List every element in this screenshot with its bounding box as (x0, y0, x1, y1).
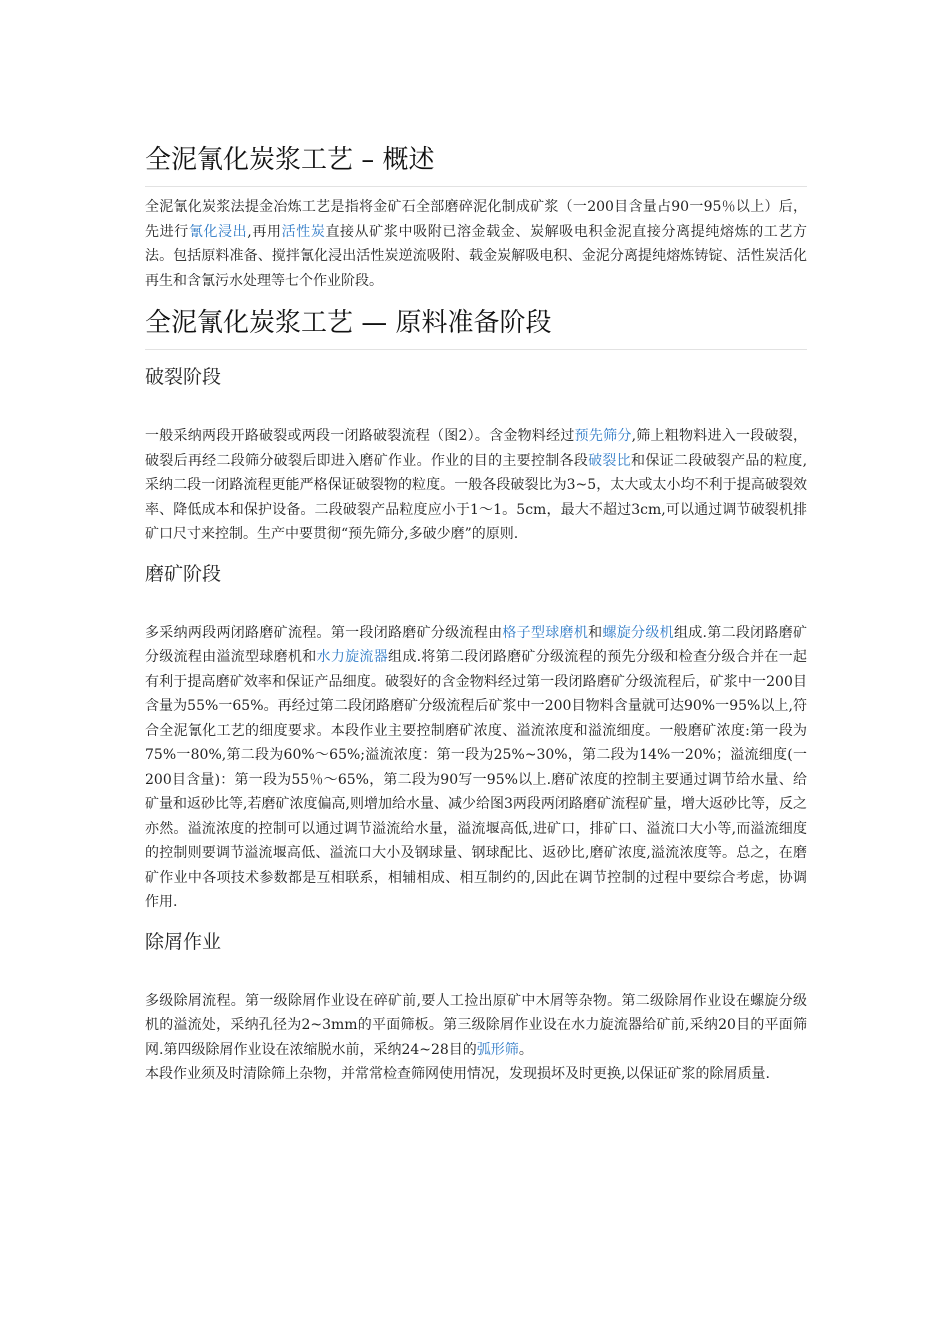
text: 。 (518, 1041, 533, 1058)
paragraph-crushing (145, 424, 807, 547)
link-pre-screening[interactable]: 预先筛分 (574, 428, 632, 444)
heading-overview: 全泥氰化炭浆工艺 – 概述 (145, 140, 807, 187)
text: 组成.将第二段闭路磨矿分级流程的预先分级和检查分级合并在一起有利于提高磨矿效率和保证产品细度。破裂好的含金物料经过第一段闭路磨矿分级流程后，矿浆中一200目含量为55%一65%。再经过第二段闭路磨矿分级流程后矿浆中一200目物料含量就可达90%一95%以上,符合全泥氰化工艺的细度要求。本段作业主要控制磨矿浓度、溢流浓度和溢流细度。一般磨矿浓度:第一段为75%一80%,第二段为60%～65%;溢流浓度：第一段为25%~30%，第二段为14%一20%；溢流细度(一200目含量)：第一段为55％～65%，第二段为90写一95%以上.磨矿浓度的控制主要通过调节给水量、给矿量和返砂比等,若磨矿浓度偏高,则增加给水量、减少给图3两段两闭路磨矿流程矿量，增大返砂比等，反之亦然。溢流浓度的控制可以通过调节溢流给水量，溢流堰高低,进矿口，排矿口、溢流口大小等,而溢流细度的控制则要调节溢流堰高低、溢流口大小及钢球量、钢球配比、返砂比,磨矿浓度,溢流浓度等。总之，在磨矿作业中各项技术参数都是互相联系，相辅相成、相互制约的,因此在调节控制的过程中要综合考虑，协调作用. (145, 649, 808, 910)
text: 一般采纳两段开路破裂或两段一闭路破裂流程（图2）。含金物料经过 (145, 428, 575, 444)
link-crushing-ratio[interactable]: 破裂比 (588, 452, 632, 469)
text: ,筛上粗物料进入一段破裂，破裂后再经二段筛分破裂后即进入磨矿作业。作业的目的主要控制各段 (145, 428, 808, 469)
paragraph-chip-removal-maintenance: 本段作业须及时清除筛上杂物，并常常检查筛网使用情况，发现损坏及时更换,以保证矿浆的除屑质量. (145, 1066, 770, 1082)
text: 和保证二段破裂产品的粒度,采纳二段一闭路流程更能严格保证破裂物的粒度。一般各段破裂比为3~5，太大或太小均不利于提高破裂效率、降低成本和保护设备。二段破裂产品粒度应小于1～1。5cm，最大不超过3cm,可以通过调节破裂机排矿口尺寸来控制。生产中要贯彻“预先筛分,多破少磨”的原则. (145, 452, 808, 542)
paragraph-chip-removal (145, 989, 807, 1063)
text: 直接从矿浆中吸附已溶金载金、炭解吸电积金泥直接分离提纯熔炼的工艺方法。包括原料准备、搅拌氰化浸出活性炭逆流吸附、载金炭解吸电积、金泥分离提纯熔炼铸锭、活性炭活化再生和含氰污水处理等七个作业阶段。 (145, 223, 808, 289)
document-body (145, 140, 807, 1087)
paragraph-grinding (145, 621, 807, 915)
link-hydrocyclone[interactable]: 水力旋流器 (316, 649, 389, 665)
heading-raw-material-prep: 全泥氰化炭浆工艺 — 原料准备阶段 (145, 303, 807, 350)
heading-grinding-stage: 磨矿阶段 (145, 562, 222, 585)
text: 组成.第二段闭路磨矿分级流程由溢流型球磨机和 (145, 624, 808, 665)
link-spiral-classifier[interactable]: 螺旋分级机 (602, 624, 674, 641)
link-arc-screen[interactable]: 弧形筛 (476, 1041, 519, 1058)
heading-crushing-stage: 破裂阶段 (145, 366, 222, 388)
text: 多级除屑流程。第一级除屑作业设在碎矿前,要人工捡出原矿中木屑等杂物。第二级除屑作业设在螺旋分级机的溢流处，采纳孔径为2~3mm的平面筛板。第三级除屑作业设在水力旋流器给矿前,采纳20目的平面筛网.第四级除屑作业设在浓缩脱水前，采纳24~28目的 (145, 992, 807, 1058)
text: 多采纳两段两闭路磨矿流程。第一段闭路磨矿分级流程由 (145, 624, 503, 641)
paragraph-overview (145, 195, 807, 293)
link-cyanide-leaching[interactable]: 氰化浸出 (188, 223, 248, 240)
text: 和 (588, 624, 603, 641)
link-grid-ball-mill[interactable]: 格子型球磨机 (502, 624, 589, 641)
heading-chip-removal: 除屑作业 (145, 930, 222, 953)
text: 全泥氰化炭浆法提金冶炼工艺是指将金矿石全部磨碎泥化制成矿浆（一200目含量占90一95％以上）后，先进行 (145, 199, 807, 240)
text: ,再用 (247, 223, 282, 240)
link-activated-carbon[interactable]: 活性炭 (281, 223, 326, 240)
